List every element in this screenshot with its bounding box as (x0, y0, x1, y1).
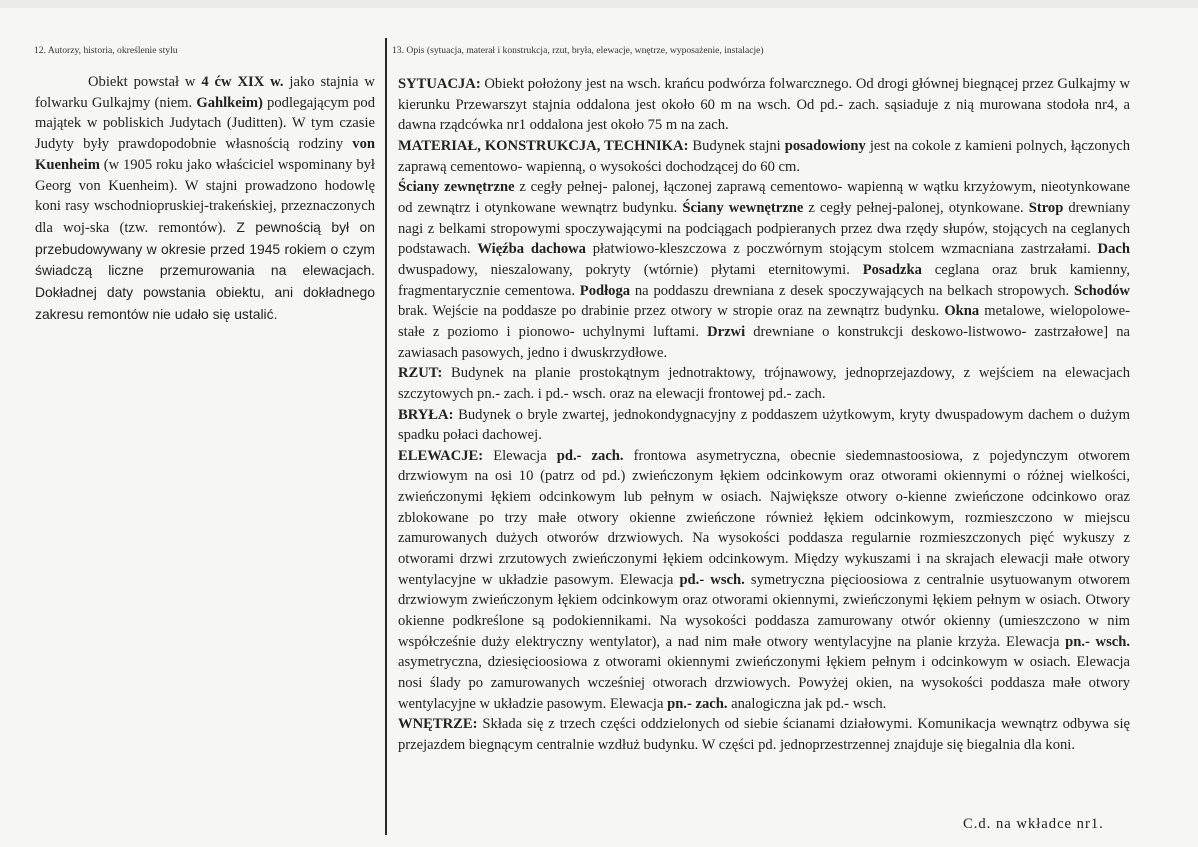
description-column (398, 74, 1130, 756)
section-wnetrze: WNĘTRZE: Składa się z trzech części oddzielonych od siebie ścianami działowymi. Komunikacja wewnątrz odbywa się przejazdem biegnącym centralnie wzdłuż budynku. W części pd. jednoprzestrzennej znajduje się biegalnia dla koni. (398, 716, 1130, 753)
section-sytuacja: SYTUACJA: Obiekt położony jest na wsch. krańcu podwórza folwarcznego. Od drogi głównej biegnącej przez Gulkajmy w kierunku Przewarszyt stajnia oddalona jest około 60 m na wsch. Od pd.- zach. sąsiaduje z nią murowana stodoła nr4, a dawna rządcówka nr1 oddalona jest około 75 m na zach. (398, 76, 1130, 134)
right-column-header: 13. Opis (sytuacja, materał i konstrukcja, rzut, bryła, elewacje, wnętrze, wyposażenie, instalacje) (392, 45, 764, 56)
left-column-header: 12. Autorzy, historia, określenie stylu (34, 45, 178, 56)
section-material: MATERIAŁ, KONSTRUKCJA, TECHNIKA: Budynek stajni posadowiony jest na cokole z kamieni polnych, łączonych zaprawą cementowo- wapienną, o wysokości dochodzącej do 60 cm. (398, 137, 1130, 175)
column-divider (385, 38, 387, 835)
history-column (35, 72, 375, 325)
scan-edge (0, 0, 1198, 8)
section-bryla: BRYŁA: Budynek o bryle zwartej, jednokondygnacyjny z poddaszem użytkowym, kryty dwuspadowym dachem o dużym spadku połaci dachowej. (398, 406, 1130, 444)
history-paragraph-sans: Z pewnością był on przebudowywany w okresie przed 1945 rokiem o czym świadczą liczne przemurowania na elewacjach. Dokładnej daty powstania obiektu, ani dokładnego zakresu remontów nie udało się ustalić. (35, 218, 376, 322)
continuation-note: C.d. na wkładce nr1. (963, 816, 1104, 832)
section-sciany: Ściany zewnętrzne z cegły pełnej- palonej, łączonej zaprawą cementowo- wapienną w wątku krzyżowym, nieotynkowane od zewnątrz i otynkowane wewnątrz budynku. Ściany wewnętrzne z cegły pełnej-palonej, otynkowane. Strop drewniany nagi z belkami stropowymi spoczywającymi na podciągach podpieranych przez dwa rzędy słupów, stojących na ceglanych podstawach. Więźba dachowa płatwiowo-kleszczowa z poczwórnym stojącym stolcem wzmacniana zastrzałami. Dach dwuspadowy, nieszalowany, pokryty (wtórnie) płytami eternitowymi. Posadzka ceglana oraz bruk kamienny, fragmentarycznie cementowa. Podłoga na poddaszu drewniana z desek spoczywających na belkach stropowych. Schodów brak. Wejście na poddasze po drabinie przez otwory w stropie oraz na zewnątrz budynku. Okna metalowe, wielopolowe- stałe z poziomo i pionowo- uchylnymi luftami. Drzwi drewniane o konstrukcji deskowo-listwowo- zastrzałowe] na zawiasach pasowych, jedno i dwuskrzydłowe. (398, 179, 1131, 361)
history-paragraph: Obiekt powstał w 4 ćw XIX w. jako stajnia w folwarku Gulkajmy (niem. Gahlkeim) podlegającym pod majątek w pobliskich Judytach (Juditten). W tym czasie Judyty były prawdopodobnie własnością rodziny von Kuenheim (w 1905 roku jako właściciel wspominany był Georg von Kuenheim). W stajni prowadzono hodowlę koni rasy wschodniopruskiej-trakeńskiej, przeznaczonych dla woj-ska (tzw. remontów). Z pewnością był on przebudowywany w okresie przed 1945 rokiem o czym świadczą liczne przemurowania na elewacjach. Dokładnej daty powstania obiektu, ani dokładnego zakresu remontów nie udało się ustalić. (35, 74, 376, 322)
section-elewacje: ELEWACJE: Elewacja pd.- zach. frontowa asymetryczna, obecnie siedemnastoosiowa, z pojedynczym otworem drzwiowym na osi 10 (patrz od pd.) zwieńczonym łękiem odcinkowym oraz otworami okiennymi o różnej wielkości, zwieńczonymi łękiem odcinkowym lub pełnym w osiach. Największe otwory o-kienne zwieńczone odcinkowo oraz zblokowane po trzy małe otwory okienne zwieńczone również łękiem odcinkowym, rozmieszczono w miejscu zamurowanych dużych otworów drzwiowych. Na wysokości poddasza regularnie rozmieszczonych pięć wykuszy z otworami drzwi zrzutowych zwieńczonymi łękiem odcinkowym. Między wykuszami i na skrajach elewacji małe otwory wentylacyjne w układzie pasowym. Elewacja pd.- wsch. symetryczna pięcioosiowa z centralnie usytuowanym otworem drzwiowym zwieńczonym łękiem odcinkowym oraz otworami okiennymi, zwieńczonymi łękiem pełnym w osiach. Otwory okienne podkreślone są podokiennikami. Na wysokości poddasza zamurowany otwór okienny (umieszczono w nim współcześnie duży elektryczny wentylator), a nad nim małe otwory wentylacyjne na planie krzyża. Elewacja pn.- wsch. asymetryczna, dziesięcioosiowa z otworami okiennymi zwieńczonymi łękiem pełnym i odcinkowym w osiach. Elewacja nosi ślady po zamurowanych wcześniej otworach drzwiowych. Powyżej okien, na wysokości poddasza małe otwory wentylacyjne w układzie pasowym. Elewacja pn.- zach. analogiczna jak pd.- wsch. (398, 447, 1131, 712)
section-rzut: RZUT: Budynek na planie prostokątnym jednotraktowy, trójnawowy, jednoprzejazdowy, z wejściem na elewacjach szczytowych pn.- zach. i pd.- wsch. oraz na elewacji frontowej pd.- zach. (398, 365, 1130, 402)
